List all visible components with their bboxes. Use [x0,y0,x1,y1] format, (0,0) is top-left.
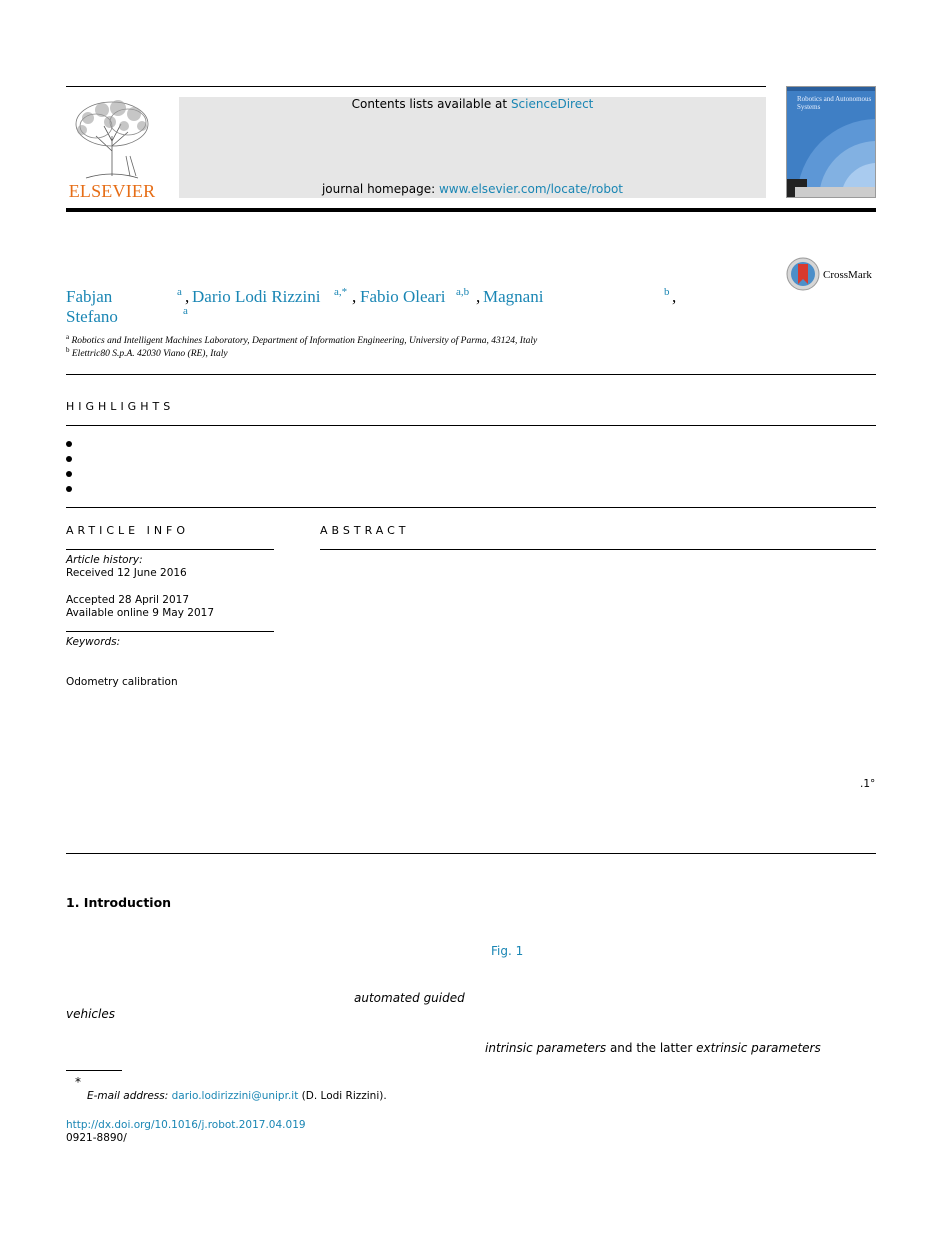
affiliation-a-text: Robotics and Intelligent Machines Laboratory, Department of Information Engineering, University of Parma, 43124, Italy [71,336,538,347]
contents-available-line [179,97,766,111]
highlight-bullet [66,471,72,477]
figure-1-link[interactable]: Fig. 1 [491,944,524,958]
abstract-fragment: .1° [860,778,876,790]
author-2-name[interactable]: Dario Lodi Rizzini [192,287,321,306]
journal-cover-thumbnail[interactable] [786,86,876,198]
crossmark-icon[interactable] [786,257,820,291]
email-link[interactable]: dario.lodirizzini@unipr.it [171,1090,299,1102]
highlights-heading: HIGHLIGHTS [66,400,175,413]
section-heading-introduction: 1. Introduction [66,895,172,910]
affiliation-b-text: Elettric80 S.p.A. 42030 Viano (RE), Italy [71,349,228,360]
intrinsic-parameters-term: intrinsic parameters [485,1041,607,1055]
email-owner: (D. Lodi Rizzini). [298,1090,387,1102]
header-thick-rule [66,208,876,212]
section-rule [66,853,876,854]
author-5-affiliation-mark: a [183,305,188,317]
elsevier-wordmark: ELSEVIER [68,181,156,201]
affiliation-a-mark: a [66,333,70,341]
issn-text: 0921-8890/ [66,1132,127,1144]
contents-prefix: Contents lists available at [351,97,511,111]
highlight-bullet [66,456,72,462]
article-info-rule [66,549,274,550]
available-online-date: Available online 9 May 2017 [66,607,215,619]
and-latter-text: and the latter [606,1041,697,1055]
abstract-rule [320,549,876,550]
section-rule [66,374,876,375]
affiliation-b-mark: b [66,346,70,354]
agv-term-part-2: vehicles [66,1007,115,1021]
highlight-bullet [66,441,72,447]
journal-homepage-link[interactable]: www.elsevier.com/locate/robot [438,182,624,196]
author-2-affiliation-mark: a,* [334,286,348,298]
article-history-label: Article history: [66,554,143,566]
sciencedirect-link[interactable]: ScienceDirect [510,97,594,111]
extrinsic-parameters-term: extrinsic parameters [696,1041,821,1055]
footnote-email-line [87,1090,387,1102]
crossmark-label: CrossMark [823,269,872,281]
section-rule [66,507,876,508]
author-1-affiliation-mark: a [177,286,182,298]
author-separator: , [476,287,481,306]
intrinsic-extrinsic-line [485,1041,821,1055]
homepage-prefix: journal homepage: [321,182,439,196]
footnote-rule [66,1070,122,1071]
author-separator: , [672,287,677,306]
article-info-heading: ARTICLE INFO [66,524,190,537]
email-label: E-mail address: [87,1090,172,1102]
abstract-heading: ABSTRACT [320,524,410,537]
author-1-given-name[interactable]: Fabjan [66,287,113,306]
keywords-label: Keywords: [66,636,121,648]
received-date: Received 12 June 2016 [66,567,187,579]
footnote-star: * [75,1075,81,1089]
section-rule [66,425,876,426]
author-3-affiliation-mark: a,b [456,286,470,298]
author-4-affiliation-mark: b [664,286,670,298]
article-info-rule [66,631,274,632]
agv-term-part-1: automated guided [354,991,465,1005]
author-3-name[interactable]: Fabio Oleari [360,287,446,306]
affiliation-b [66,346,228,359]
affiliation-a [66,333,537,346]
accepted-date: Accepted 28 April 2017 [66,594,190,606]
header-top-rule [66,86,766,87]
doi-link[interactable]: http://dx.doi.org/10.1016/j.robot.2017.04.019 [66,1119,306,1131]
journal-homepage-line [179,182,766,196]
cover-title: Robotics and Autonomous Systems [797,95,872,111]
author-separator: , [352,287,357,306]
author-4-name[interactable]: Magnani [483,287,544,306]
author-separator: , [185,287,190,306]
highlight-bullet [66,486,72,492]
keyword-item: Odometry calibration [66,676,178,688]
author-5-given-name[interactable]: Stefano [66,307,118,326]
